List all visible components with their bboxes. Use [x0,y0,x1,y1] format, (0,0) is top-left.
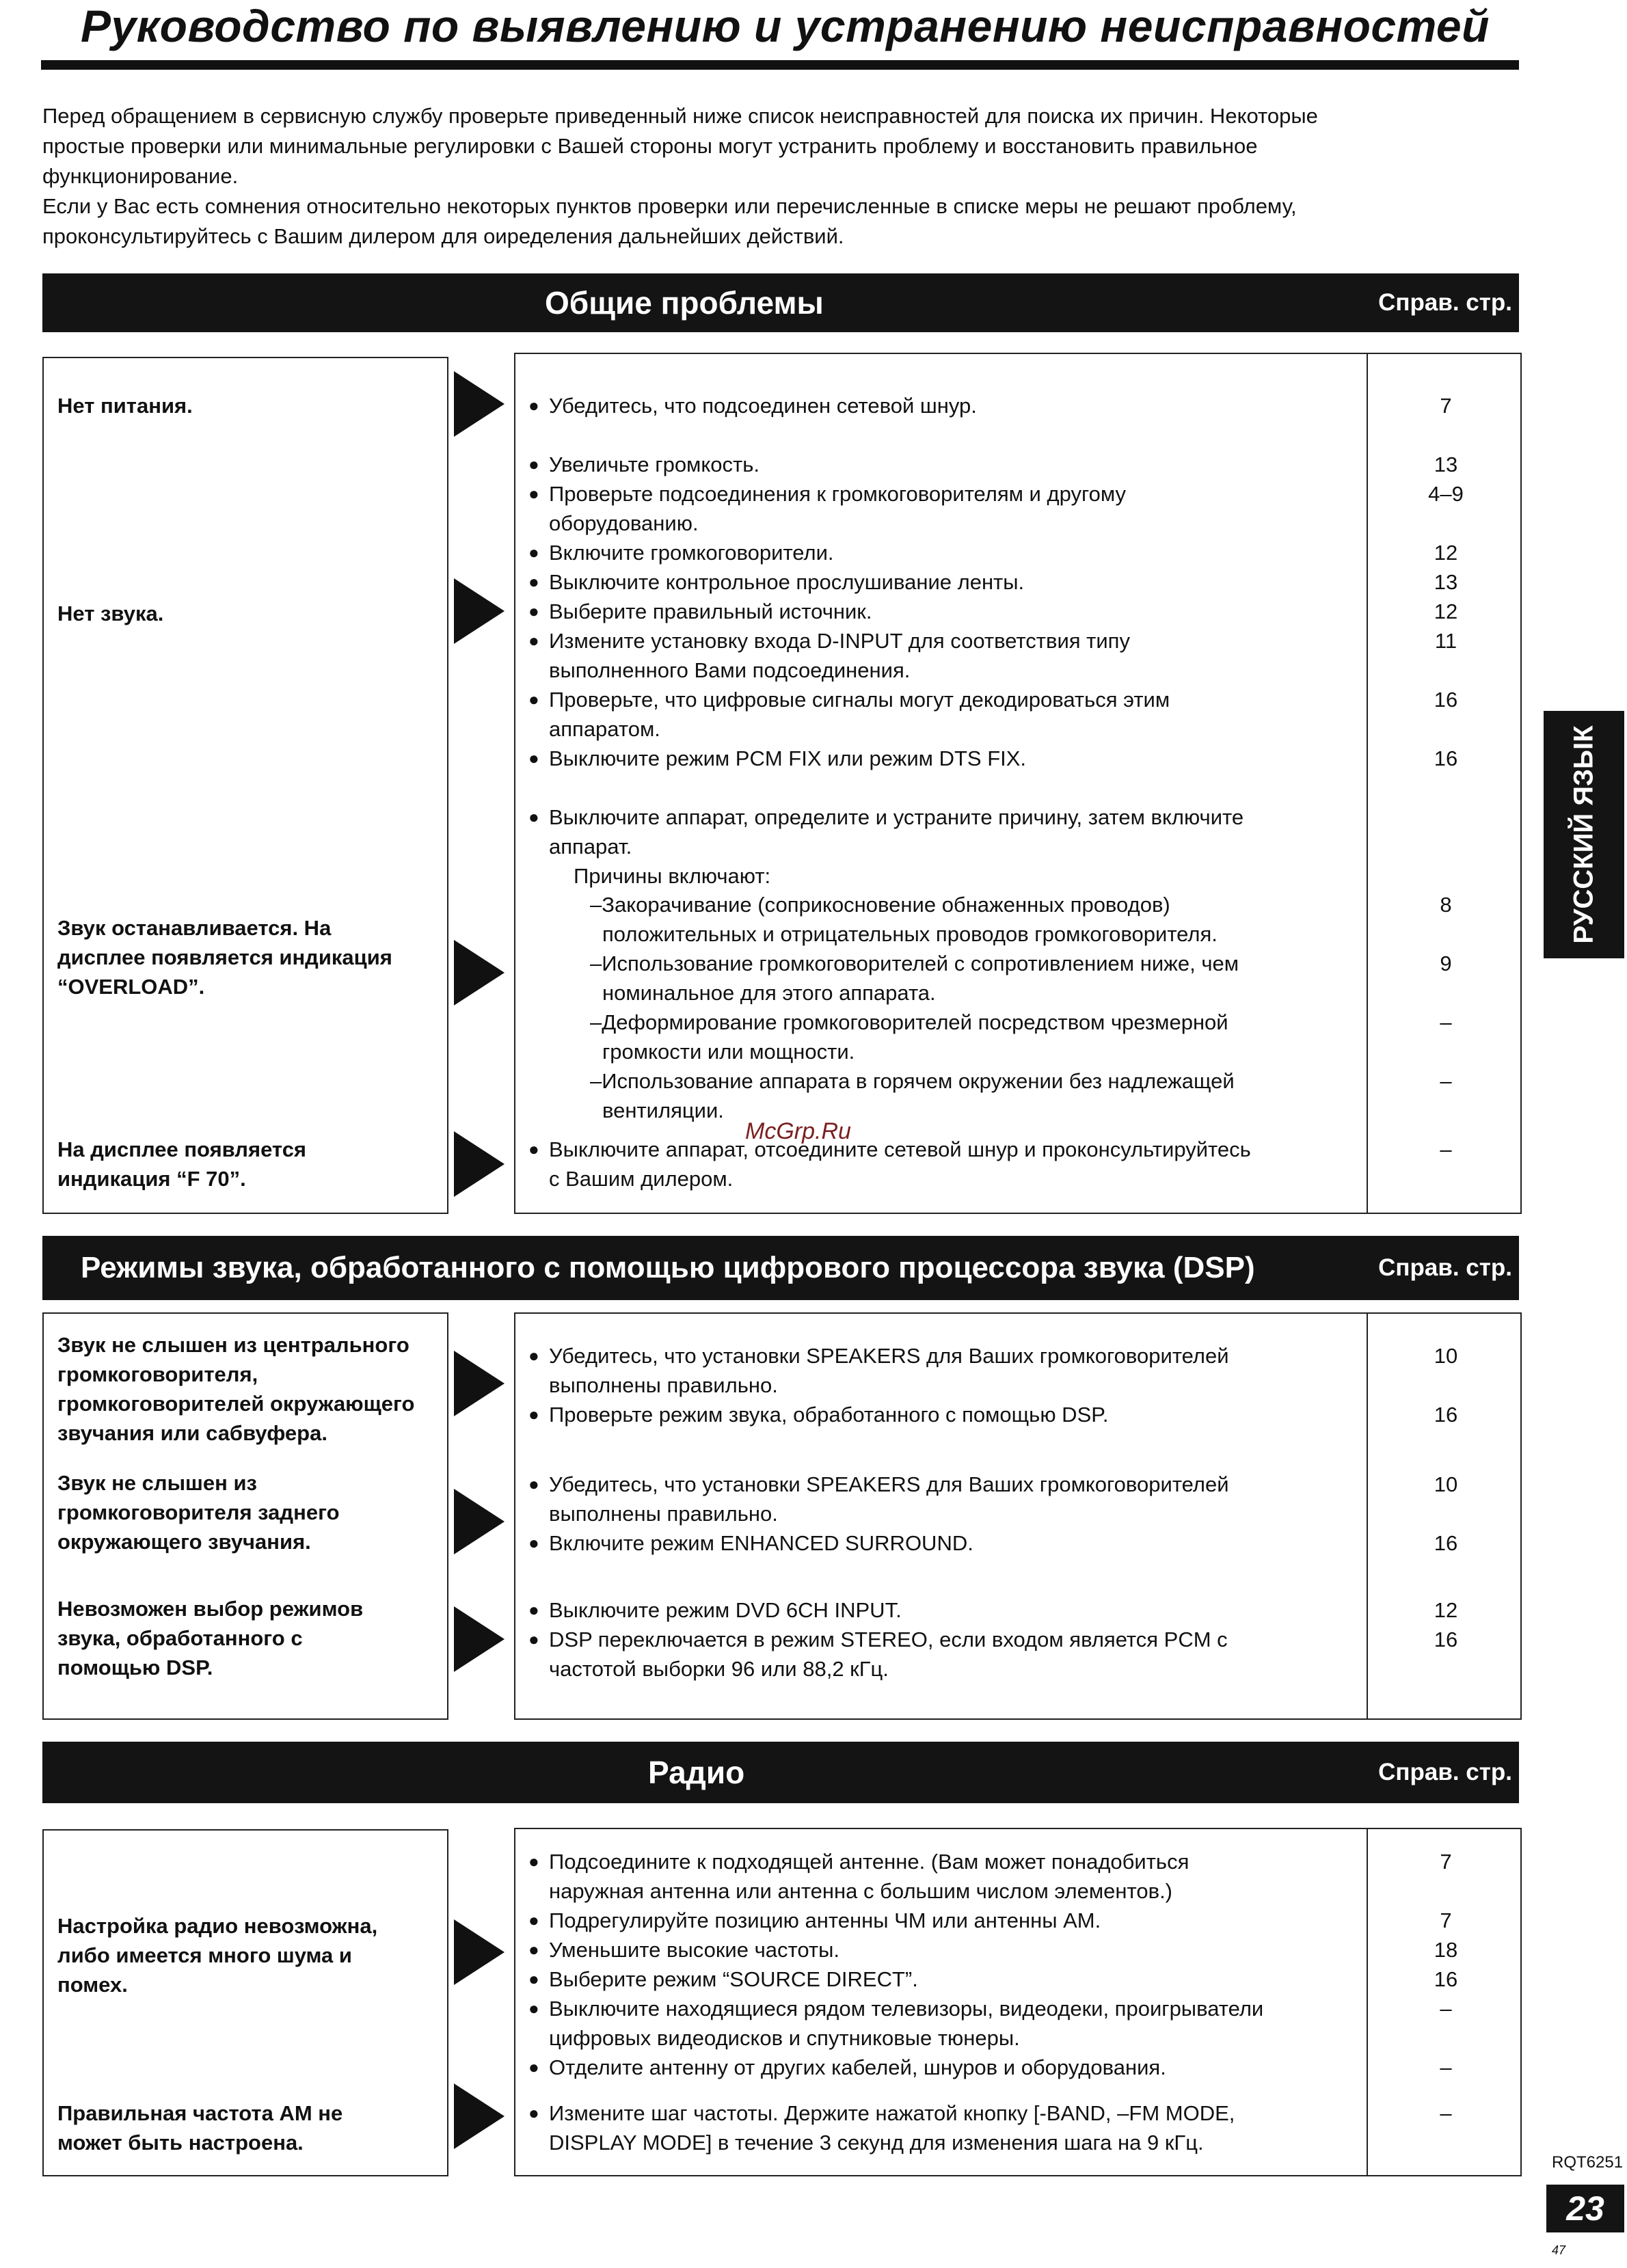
remedy-line: Проверьте подсоединения к громкоговорителям и другому [549,482,1126,506]
symptom-line: либо имеется много шума и [57,1943,352,1967]
remedy-line: Подрегулируйте позицию антенны ЧМ или антенны АМ. [549,1908,1101,1932]
remedy-line: Причины включают: [574,864,771,888]
symptom-line: “OVERLOAD”. [57,975,205,999]
symptom-text [57,1594,433,1682]
cause-item [528,1066,1335,1125]
symptom-line: громкоговорителя заднего [57,1500,340,1524]
remedy-line: Выберите режим “SOURCE DIRECT”. [549,1967,918,1991]
remedy-line: оборудованию. [549,511,699,535]
remedy-line: Выключите находящиеся рядом телевизоры, видеодеки, проигрыватели [549,1997,1264,2021]
reference-page: 10 [1434,1472,1458,1496]
symptom-line: помех. [57,1973,128,1997]
remedy-item [528,1994,1335,2053]
bullet-icon: ● [528,689,539,710]
remedy-line: DSP переключается в режим STEREO, если входом является PCM с [549,1628,1228,1651]
bullet-icon: ● [528,571,539,592]
symptom-line: может быть настроена. [57,2131,304,2155]
remedy-line: –Использование аппарата в горячем окружении без надлежащей [590,1069,1235,1093]
document-code: RQT6251 [1552,2153,1624,2172]
reference-page: – [1440,1997,1452,2021]
reference-page: 16 [1434,1403,1458,1427]
remedy-line: Увеличьте громкость. [549,453,759,476]
reference-page: 7 [1440,1908,1452,1932]
symptom-text [57,599,433,628]
reference-page: 12 [1434,541,1458,565]
symptom-line: звучания или сабвуфера. [57,1421,327,1445]
reference-page: 4–9 [1428,482,1464,506]
symptom-text [57,2098,433,2157]
intro-line: Если у Вас есть сомнения относительно некоторых пунктов проверки или перечисленные в списке меры не решают проблему, [42,194,1297,218]
cause-item [528,1008,1335,1066]
remedy-item [528,1400,1335,1429]
remedy-item [528,1135,1335,1193]
symptom-line: дисплее появляется индикация [57,945,392,969]
remedy-item [528,744,1335,773]
reference-page: 16 [1434,1531,1458,1555]
remedy-line: Выключите аппарат, определите и устраните причину, затем включите [549,805,1244,829]
remedy-line: аппарат. [549,835,632,859]
bullet-icon: ● [528,630,539,651]
reference-page: 18 [1434,1938,1458,1962]
symptom-box [42,357,448,1214]
bullet-icon: ● [528,1533,539,1553]
bullet-icon: ● [528,395,539,416]
remedy-item [528,450,1335,479]
reference-page: – [1440,1069,1452,1093]
remedy-item [528,1470,1335,1528]
reference-page: 8 [1440,893,1452,917]
remedy-line: Убедитесь, что установки SPEAKERS для Ваших громкоговорителей [549,1344,1229,1368]
page-number: 23 [1546,2185,1624,2232]
column-divider [1367,354,1368,1213]
bullet-icon: ● [528,1910,539,1930]
ref-page-label: Справ. стр. [1378,1759,1512,1785]
remedy-line: Убедитесь, что установки SPEAKERS для Ваших громкоговорителей [549,1472,1229,1496]
symptom-line: звука, обработанного с [57,1626,303,1650]
reference-page: 16 [1434,1967,1458,1991]
reference-page: – [1440,2055,1452,2079]
arrow-icon [454,1919,505,1985]
remedy-item [528,567,1335,597]
cause-item [528,890,1335,949]
remedy-item [528,391,1335,420]
symptom-line: Звук не слышен из центрального [57,1333,409,1357]
bullet-icon: ● [528,1629,539,1649]
symptom-line: Нет звука. [57,602,164,625]
remedy-line: частотой выборки 96 или 88,2 кГц. [549,1657,889,1681]
remedy-item [528,1935,1335,1965]
remedy-line: Проверьте режим звука, обработанного с помощью DSP. [549,1403,1109,1427]
symptom-line: громкоговорителя, [57,1362,258,1386]
bullet-icon: ● [528,748,539,768]
remedy-line: Выключите режим PCM FIX или режим DTS FIX. [549,746,1027,770]
remedy-item [528,2098,1335,2157]
remedy-line: Выключите контрольное прослушивание ленты. [549,570,1025,594]
bullet-icon: ● [528,1139,539,1159]
remedy-line: –Использование громкоговорителей с сопротивлением ниже, чем [590,951,1239,975]
intro-line: Перед обращением в сервисную службу проверьте приведенный ниже список неисправностей для поиска их причин. Некоторые [42,104,1318,128]
ref-page-label: Справ. стр. [1378,1254,1512,1281]
remedy-line: Выберите правильный источник. [549,599,872,623]
remedy-line: Выключите режим DVD 6CH INPUT. [549,1598,902,1622]
bullet-icon: ● [528,1345,539,1366]
remedy-line: Проверьте, что цифровые сигналы могут декодироваться этим [549,688,1170,712]
symptom-line: индикация “F 70”. [57,1167,246,1191]
symptom-line: Правильная частота АМ не [57,2101,343,2125]
intro-line: простые проверки или минимальные регулировки с Вашей стороны могут устранить проблему и восстановить правильное [42,134,1258,158]
arrow-icon [454,371,505,437]
remedy-line: громкости или мощности. [602,1040,855,1064]
title-rule [41,60,1519,70]
remedy-line: –Деформирование громкоговорителей посредством чрезмерной [590,1010,1228,1034]
bullet-icon: ● [528,2103,539,2123]
reference-page: 13 [1434,453,1458,476]
section-heading: Общие проблемы [545,285,824,321]
bullet-icon: ● [528,1851,539,1872]
arrow-icon [454,578,505,644]
remedy-item [528,1528,1335,1558]
reference-page: 7 [1440,1850,1452,1874]
remedy-item [528,1906,1335,1935]
remedy-item [528,2053,1335,2082]
remedy-item [528,1625,1335,1684]
remedy-item [528,1965,1335,1994]
arrow-icon [454,1489,505,1554]
remedy-line: Убедитесь, что подсоединен сетевой шнур. [549,394,977,418]
remedy-line: –Закорачивание (соприкосновение обнаженных проводов) [590,893,1170,917]
remedy-item [528,1341,1335,1400]
symptom-line: Звук не слышен из [57,1471,257,1495]
intro-line: проконсультируйтесь с Вашим дилером для оиределения дальнейших действий. [42,224,844,248]
section-heading: Режимы звука, обработанного с помощью цифрового процессора звука (DSP) [81,1251,1255,1284]
remedy-item [528,685,1335,744]
reference-page: 11 [1434,629,1457,653]
bullet-icon: ● [528,542,539,563]
remedy-line: выполнены правильно. [549,1373,778,1397]
symptom-line: Невозможен выбор режимов [57,1597,364,1621]
remedy-line: номинальное для этого аппарата. [602,981,936,1005]
reference-page: 7 [1440,394,1452,418]
intro-text [42,101,1492,252]
remedy-item [528,626,1335,685]
symptom-text [57,391,433,420]
reference-page: – [1440,1010,1452,1034]
remedy-line: выполнены правильно. [549,1502,778,1526]
intro-line: функционирование. [42,164,239,188]
ref-page-label: Справ. стр. [1378,289,1512,316]
remedy-item [528,1595,1335,1625]
reference-page: 16 [1434,1628,1458,1651]
bullet-icon: ● [528,1474,539,1494]
arrow-icon [454,2083,505,2149]
symptom-text [57,913,433,1001]
symptom-text [57,1468,433,1556]
arrow-icon [454,1131,505,1197]
remedy-line: аппаратом. [549,717,660,741]
arrow-icon [454,940,505,1005]
symptom-text [57,1911,433,1999]
remedy-line: Включите громкоговорители. [549,541,834,565]
page-title: Руководство по выявлению и устранению неисправностей [81,1,1490,51]
remedy-line: Подсоедините к подходящей антенне. (Вам может понадобиться [549,1850,1189,1874]
symptom-line: окружающего звучания. [57,1530,311,1554]
arrow-icon [454,1606,505,1672]
remedy-line: с Вашим дилером. [549,1167,734,1191]
remedy-line: наружная антенна или антенна с большим числом элементов.) [549,1879,1173,1903]
bullet-icon: ● [528,807,539,827]
reference-page: 16 [1434,688,1458,712]
section-heading: Радио [648,1755,745,1790]
symptom-line: громкоговорителей окружающего [57,1392,415,1416]
bullet-icon: ● [528,1599,539,1620]
remedy-item [528,597,1335,626]
symptom-text [57,1135,433,1193]
remedy-line: Уменьшите высокие частоты. [549,1938,839,1962]
section-band-dsp [42,1236,1519,1300]
bullet-icon: ● [528,601,539,621]
remedy-item [528,538,1335,567]
side-tab-label: РУССКИЙ ЯЗЫК [1568,725,1599,944]
bullet-icon: ● [528,2057,539,2077]
remedy-item [528,1847,1335,1906]
causes-heading [528,861,1335,891]
bullet-icon: ● [528,454,539,474]
remedy-line: выполненного Вами подсоединения. [549,658,911,682]
bullet-icon: ● [528,1939,539,1960]
remedy-line: Отделите антенну от других кабелей, шнуров и оборудования. [549,2055,1166,2079]
remedy-item [528,802,1335,861]
bullet-icon: ● [528,1404,539,1425]
reference-page: 9 [1440,951,1452,975]
bullet-icon: ● [528,1998,539,2019]
remedy-line: положительных и отрицательных проводов громкоговорителя. [602,922,1218,946]
cause-item [528,949,1335,1008]
remedy-line: вентиляции. [602,1098,724,1122]
remedy-line: Измените установку входа D-INPUT для соответствия типу [549,629,1130,653]
column-divider [1367,1829,1368,2175]
symptom-line: помощью DSP. [57,1656,213,1679]
remedy-line: Измените шаг частоты. Держите нажатой кнопку [-BAND, –FM MODE, [549,2101,1235,2125]
section-band-radio [42,1742,1519,1803]
reference-page: 10 [1434,1344,1458,1368]
section-band-general [42,273,1519,332]
bullet-icon: ● [528,1969,539,1989]
reference-page: 13 [1434,570,1458,594]
remedy-line: Включите режим ENHANCED SURROUND. [549,1531,973,1555]
remedy-line: Выключите аппарат, отсоедините сетевой шнур и проконсультируйтесь [549,1137,1251,1161]
bullet-icon: ● [528,483,539,504]
symptom-line: На дисплее появляется [57,1137,307,1161]
symptom-line: Звук останавливается. На [57,916,332,940]
symptom-line: Настройка радио невозможна, [57,1914,378,1938]
reference-page: 16 [1434,746,1458,770]
reference-page: – [1440,1137,1452,1161]
reference-page: 12 [1434,1598,1458,1622]
symptom-line: Нет питания. [57,394,193,418]
remedy-line: DISPLAY MODE] в течение 3 секунд для изменения шага на 9 кГц. [549,2131,1204,2155]
reference-page: 12 [1434,599,1458,623]
arrow-icon [454,1351,505,1416]
watermark: McGrp.Ru [745,1118,851,1144]
remedy-item [528,479,1335,538]
language-side-tab [1544,711,1624,958]
reference-page: – [1440,2101,1452,2125]
column-divider [1367,1314,1368,1718]
remedy-line: цифровых видеодисков и спутниковые тюнеры. [549,2026,1020,2050]
small-page-number: 47 [1552,2243,1566,2257]
symptom-text [57,1330,433,1448]
